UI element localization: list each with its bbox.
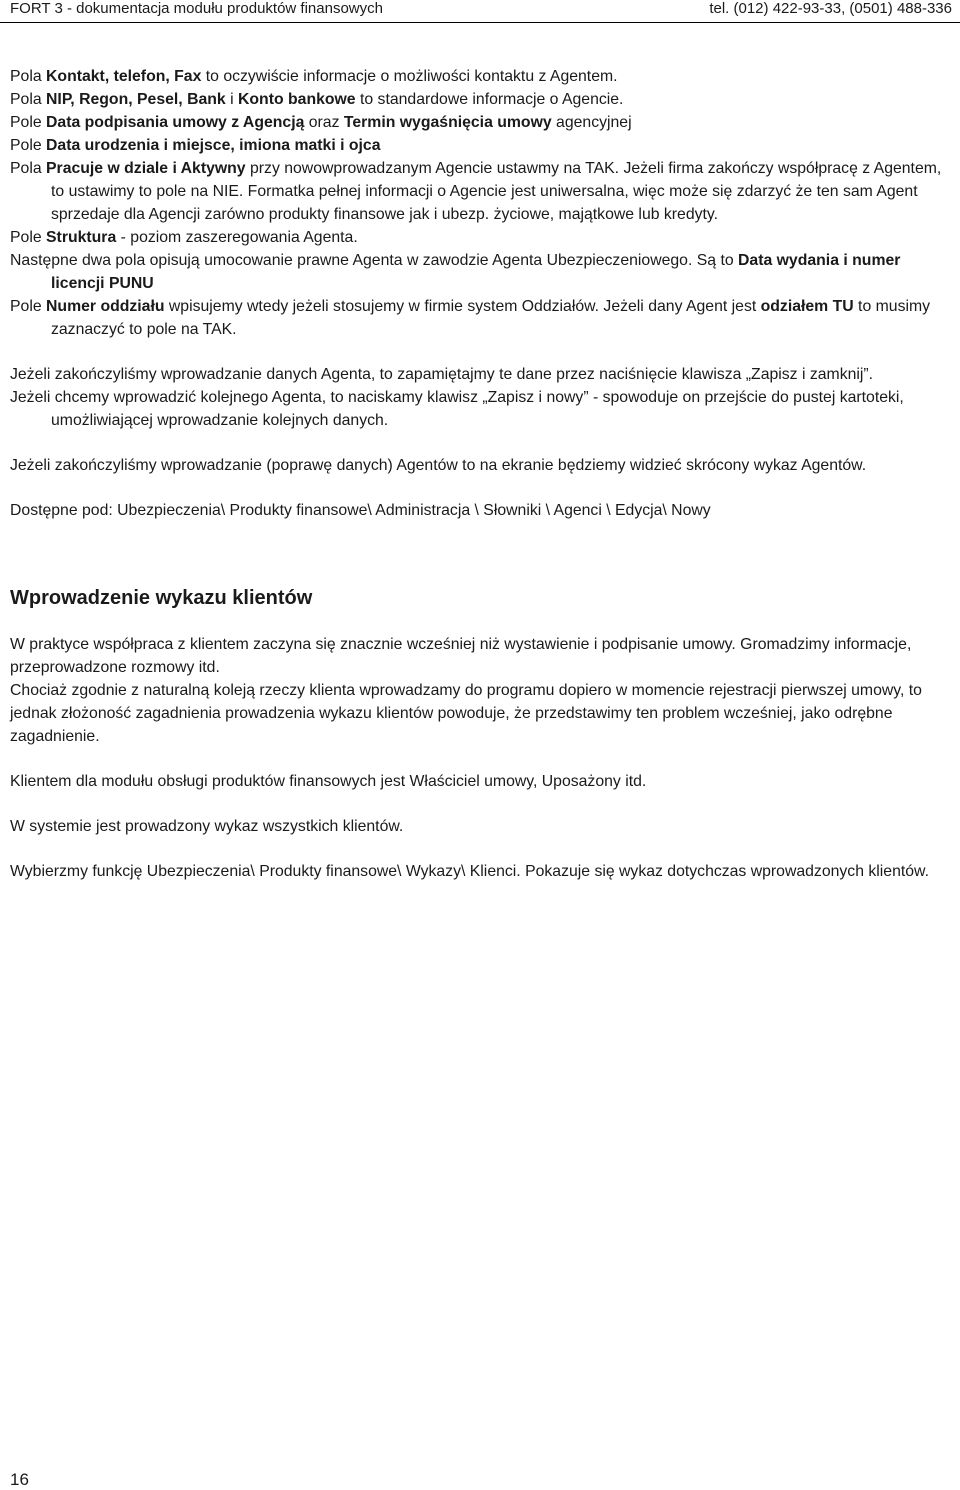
paragraph-contact — [10, 65, 945, 88]
bold-text: Data podpisania umowy z Agencją — [46, 114, 305, 131]
text: Pole — [10, 298, 47, 315]
bold-text: Konto bankowe — [238, 91, 356, 108]
text: - poziom zaszeregowania Agenta. — [116, 229, 358, 246]
paragraph-contract-dates — [10, 111, 945, 134]
page-header — [0, 0, 960, 23]
text: oraz — [304, 114, 344, 131]
paragraph-save-close: Jeżeli zakończyliśmy wprowadzanie danych Agenta, to zapamiętajmy te dane przez naciśnięcie klawisza „Zapisz i zamknij”. — [10, 366, 874, 383]
section-heading: Wprowadzenie wykazu klientów — [10, 587, 313, 609]
bold-text: NIP, Regon, Pesel, Bank — [46, 91, 226, 108]
paragraph-nip — [10, 88, 945, 111]
text: Pole — [10, 114, 47, 131]
paragraph-birth-data — [10, 134, 945, 157]
bold-text: Data urodzenia i miejsce, imiona matki i ojca — [46, 137, 381, 154]
paragraph-license — [10, 249, 945, 295]
paragraph-menu-path: Dostępne pod: Ubezpieczenia\ Produkty finansowe\ Administracja \ Słowniki \ Agenci \ Edycja\ Nowy — [10, 502, 711, 519]
paragraph-structure — [10, 226, 945, 249]
bold-text: Struktura — [46, 229, 117, 246]
text: Pole — [10, 137, 47, 154]
paragraph-save-new: Jeżeli chcemy wprowadzić kolejnego Agenta, to naciskamy klawisz „Zapisz i nowy” - spowoduje on przejście do pustej kartoteki, umożliwiającej wprowadzanie kolejnych danych. — [10, 389, 904, 429]
paragraph-complexity: Chociaż zgodnie z naturalną koleją rzeczy klienta wprowadzamy do programu dopiero w momencie rejestracji pierwszej umowy, to jednak złożoność zagadnienia prowadzenia wykazu klientów powoduje, że przedstawimy ten problem wcześniej, jako odrębne zagadnienie. — [10, 682, 922, 745]
paragraph-select-function: Wybierzmy funkcję Ubezpieczenia\ Produkty finansowe\ Wykazy\ Klienci. Pokazuje się wykaz dotychczas wprowadzonych klientów. — [10, 863, 929, 880]
paragraph-branch — [10, 295, 945, 341]
paragraph-practice: W praktyce współpraca z klientem zaczyna się znacznie wcześniej niż wystawienie i podpisanie umowy. Gromadzimy informacje, przeprowadzone rozmowy itd. — [10, 636, 912, 676]
bold-text: Termin wygaśnięcia umowy — [343, 114, 552, 131]
text: Pola — [10, 68, 47, 85]
text: Pola — [10, 91, 47, 108]
bold-text: odziałem TU — [760, 298, 854, 315]
bold-text: Kontakt, telefon, Fax — [46, 68, 202, 85]
bold-text: Data wydania i numer licencji PUNU — [51, 252, 901, 292]
paragraph-client-definition: Klientem dla modułu obsługi produktów finansowych jest Właściciel umowy, Uposażony itd. — [10, 773, 647, 790]
text: Pola — [10, 160, 47, 177]
text: to musimy zaznaczyć to pole na TAK. — [51, 298, 931, 338]
text: to standardowe informacje o Agencie. — [355, 91, 624, 108]
document-body — [10, 65, 945, 883]
text: przy nowowprowadzanym Agencie ustawmy na TAK. Jeżeli firma zakończy współpracę z Agentem, to ustawimy to pole na NIE. Formatka pełnej informacji o Agencie jest uniwersalna, więc może się zdarzyć że ten sam Agent sprzedaje dla Agencji zarówno produkty finansowe jak i ubezp. życiowe, majątkowe lub kredyty. — [51, 160, 942, 223]
text: to oczywiście informacje o możliwości kontaktu z Agentem. — [201, 68, 618, 85]
text: i — [225, 91, 238, 108]
text: agencyjnej — [551, 114, 632, 131]
header-title: FORT 3 - dokumentacja modułu produktów finansowych — [10, 0, 383, 17]
header-phone: tel. (012) 422-93-33, (0501) 488-336 — [709, 0, 952, 17]
text: wpisujemy wtedy jeżeli stosujemy w firmie system Oddziałów. Jeżeli dany Agent jest — [164, 298, 761, 315]
bold-text: Numer oddziału — [46, 298, 165, 315]
paragraph-active — [10, 157, 945, 226]
text: Następne dwa pola opisują umocowanie prawne Agenta w zawodzie Agenta Ubezpieczeniowego. Są to — [10, 252, 739, 269]
bold-text: Pracuje w dziale i Aktywny — [46, 160, 246, 177]
paragraph-client-list: W systemie jest prowadzony wykaz wszystkich klientów. — [10, 818, 404, 835]
paragraph-short-list: Jeżeli zakończyliśmy wprowadzanie (poprawę danych) Agentów to na ekranie będziemy widzieć skrócony wykaz Agentów. — [10, 457, 867, 474]
text: Pole — [10, 229, 47, 246]
page-number: 16 — [10, 1470, 29, 1489]
